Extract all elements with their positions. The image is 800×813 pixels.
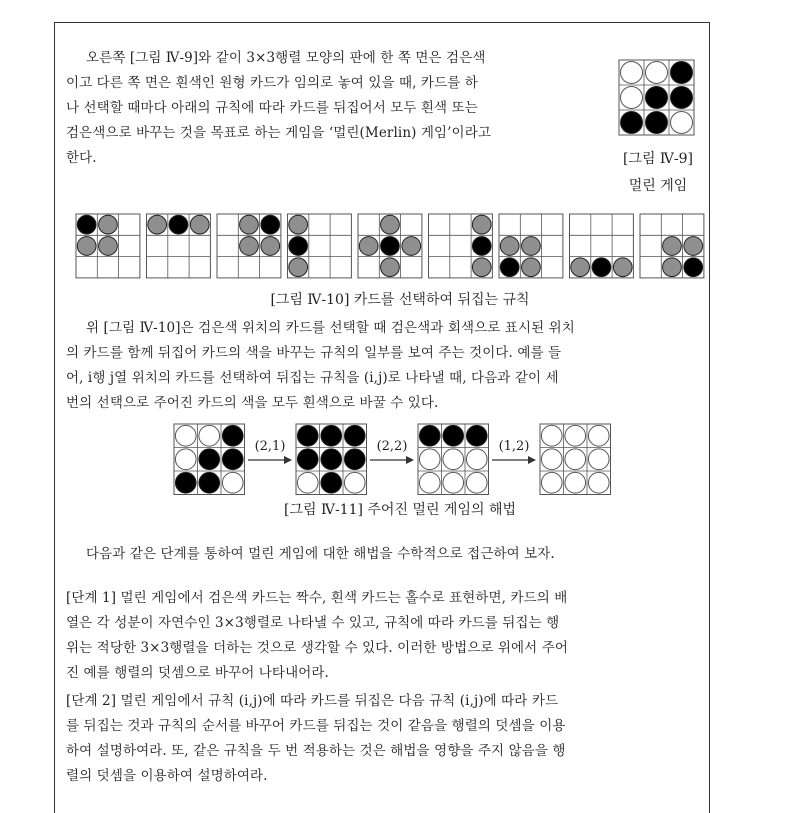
intro-line: 검은색으로 바꾸는 것을 목표로 하는 게임을 ‘멀린(Merlin) 게임’이라고: [66, 125, 491, 141]
black-card: [222, 425, 243, 446]
flip-card: [472, 258, 491, 277]
black-card: [297, 449, 318, 470]
black-card: [77, 215, 96, 234]
black-card: [321, 449, 342, 470]
figure-11-solution: [174, 424, 614, 496]
flip-card: [148, 215, 167, 234]
white-card: [588, 472, 609, 493]
white-card: [565, 472, 586, 493]
flip-card: [472, 215, 491, 234]
card-board: [147, 214, 211, 278]
flip-card: [381, 215, 400, 234]
white-card: [222, 472, 243, 493]
flip-card: [663, 258, 682, 277]
step-label: (2,1): [254, 439, 286, 454]
intro-paragraph: [66, 46, 606, 171]
white-card: [541, 472, 562, 493]
white-card: [565, 449, 586, 470]
flip-card: [261, 237, 280, 256]
flip-card: [381, 258, 400, 277]
black-card: [500, 258, 519, 277]
white-card: [565, 425, 586, 446]
flip-card: [289, 215, 308, 234]
white-card: [588, 425, 609, 446]
card-board: [499, 214, 563, 278]
black-card: [472, 237, 491, 256]
white-card: [466, 472, 487, 493]
black-card: [671, 62, 693, 84]
black-card: [199, 449, 220, 470]
intro-line: 오른쪽 [그림 Ⅳ-9]와 같이 3×3행렬 모양의 판에 한 쪽 면은 검은색: [86, 50, 486, 66]
black-card: [646, 112, 668, 134]
flip-card: [684, 237, 703, 256]
step2-line: [단계 2] 멀린 게임에서 규칙 (i,j)에 따라 카드를 뒤집은 다음 규칙 (i,j)에 따라 카드: [66, 693, 559, 709]
flip-card: [77, 237, 96, 256]
step-label: (2,2): [376, 439, 408, 454]
card-board: [217, 214, 281, 278]
intro-line: 이고 다른 쪽 면은 흰색인 원형 카드가 임의로 놓여 있을 때, 카드를 하: [66, 75, 478, 91]
explain-line: 번의 선택으로 주어진 카드의 색을 모두 흰색으로 바꿀 수 있다.: [66, 395, 439, 411]
white-card: [419, 472, 440, 493]
flip-card: [99, 215, 118, 234]
flip-card: [500, 237, 519, 256]
explain-line: 의 카드를 함께 뒤집어 카드의 색을 바꾸는 규칙의 일부를 보여 주는 것이다. 예를 들: [66, 345, 562, 361]
white-card: [175, 449, 196, 470]
white-card: [541, 449, 562, 470]
flip-card: [522, 237, 541, 256]
white-card: [621, 87, 643, 109]
arrowhead-icon: [284, 456, 292, 464]
flip-card: [613, 258, 632, 277]
card-board: [570, 214, 634, 278]
card-board: [418, 424, 489, 495]
black-card: [466, 425, 487, 446]
white-card: [443, 472, 464, 493]
black-card: [289, 237, 308, 256]
explanation-paragraph: [66, 316, 706, 416]
flip-card: [571, 258, 590, 277]
figure-10-rules: [76, 214, 706, 280]
card-board: [76, 214, 140, 278]
black-card: [381, 237, 400, 256]
card-board: [358, 214, 422, 278]
figure-9-title: 멀린 게임: [628, 178, 688, 194]
flip-card: [240, 237, 259, 256]
white-card: [344, 472, 365, 493]
step2-line: 하여 설명하여라. 또, 같은 규칙을 두 번 적용하는 것은 해법을 영향을 주지 않음을 행: [66, 743, 566, 759]
black-card: [671, 87, 693, 109]
flip-card: [359, 237, 378, 256]
figure-10-caption: [그림 Ⅳ-10] 카드를 선택하여 뒤집는 규칙: [270, 292, 530, 308]
white-card: [621, 62, 643, 84]
step1-line: 열은 각 성분이 자연수인 3×3행렬로 나타낼 수 있고, 규칙에 따라 카드를 뒤집는 행: [66, 615, 560, 631]
black-card: [261, 215, 280, 234]
card-board: [174, 424, 245, 495]
black-card: [199, 472, 220, 493]
step1-line: 진 예를 행렬의 덧셈으로 바꾸어 나타내어라.: [66, 665, 329, 681]
step2-line: 렬의 덧셈을 이용하여 설명하여라.: [66, 768, 268, 784]
figure-9-board: [619, 60, 695, 136]
step1-line: [단계 1] 멀린 게임에서 검은색 카드는 짝수, 흰색 카드는 홀수로 표현하면, 카드의 배: [66, 590, 568, 606]
step-label: (1,2): [498, 439, 530, 454]
white-card: [443, 449, 464, 470]
white-card: [541, 425, 562, 446]
black-card: [297, 425, 318, 446]
black-card: [175, 472, 196, 493]
card-board: [429, 214, 493, 278]
step-1-paragraph: [66, 586, 706, 686]
arrowhead-icon: [528, 456, 536, 464]
explain-line: 어, i행 j열 위치의 카드를 선택하여 뒤집는 규칙을 (i,j)로 나타낼 때, 다음과 같이 세: [66, 370, 559, 386]
arrowhead-icon: [406, 456, 414, 464]
white-card: [646, 62, 668, 84]
intro-line: 한다.: [66, 150, 97, 166]
card-board: [619, 60, 694, 135]
flip-card: [289, 258, 308, 277]
card-board: [640, 214, 704, 278]
black-card: [344, 425, 365, 446]
step-2-paragraph: [66, 689, 706, 789]
black-card: [169, 215, 188, 234]
step2-line: 를 뒤집는 것과 규칙의 순서를 바꾸어 카드를 뒤집는 것이 같음을 행렬의 덧셈을 이용: [66, 718, 566, 734]
white-card: [588, 449, 609, 470]
white-card: [671, 112, 693, 134]
black-card: [684, 258, 703, 277]
black-card: [419, 425, 440, 446]
approach-sentence: 다음과 같은 단계를 통하여 멀린 게임에 대한 해법을 수학적으로 접근하여 보자.: [86, 546, 555, 562]
flip-card: [402, 237, 421, 256]
black-card: [592, 258, 611, 277]
white-card: [297, 472, 318, 493]
black-card: [621, 112, 643, 134]
intro-line: 나 선택할 때마다 아래의 규칙에 따라 카드를 뒤집어서 모두 흰색 또는: [66, 100, 478, 116]
flip-card: [522, 258, 541, 277]
white-card: [199, 425, 220, 446]
black-card: [646, 87, 668, 109]
figure-11-caption: [그림 Ⅳ-11] 주어진 멀린 게임의 해법: [284, 502, 516, 518]
step1-line: 위는 적당한 3×3행렬을 더하는 것으로 생각할 수 있다. 이러한 방법으로 위에서 주어: [66, 640, 568, 656]
figure-9-label: [그림 Ⅳ-9]: [622, 151, 694, 167]
white-card: [175, 425, 196, 446]
white-card: [419, 449, 440, 470]
card-board: [288, 214, 352, 278]
flip-card: [240, 215, 259, 234]
black-card: [344, 449, 365, 470]
explain-line: 위 [그림 Ⅳ-10]은 검은색 위치의 카드를 선택할 때 검은색과 회색으로 표시된 위치: [86, 320, 575, 336]
card-board: [540, 424, 611, 495]
white-card: [466, 449, 487, 470]
flip-card: [663, 237, 682, 256]
flip-card: [99, 237, 118, 256]
black-card: [443, 425, 464, 446]
black-card: [222, 449, 243, 470]
black-card: [321, 425, 342, 446]
black-card: [321, 472, 342, 493]
card-board: [296, 424, 367, 495]
flip-card: [190, 215, 209, 234]
